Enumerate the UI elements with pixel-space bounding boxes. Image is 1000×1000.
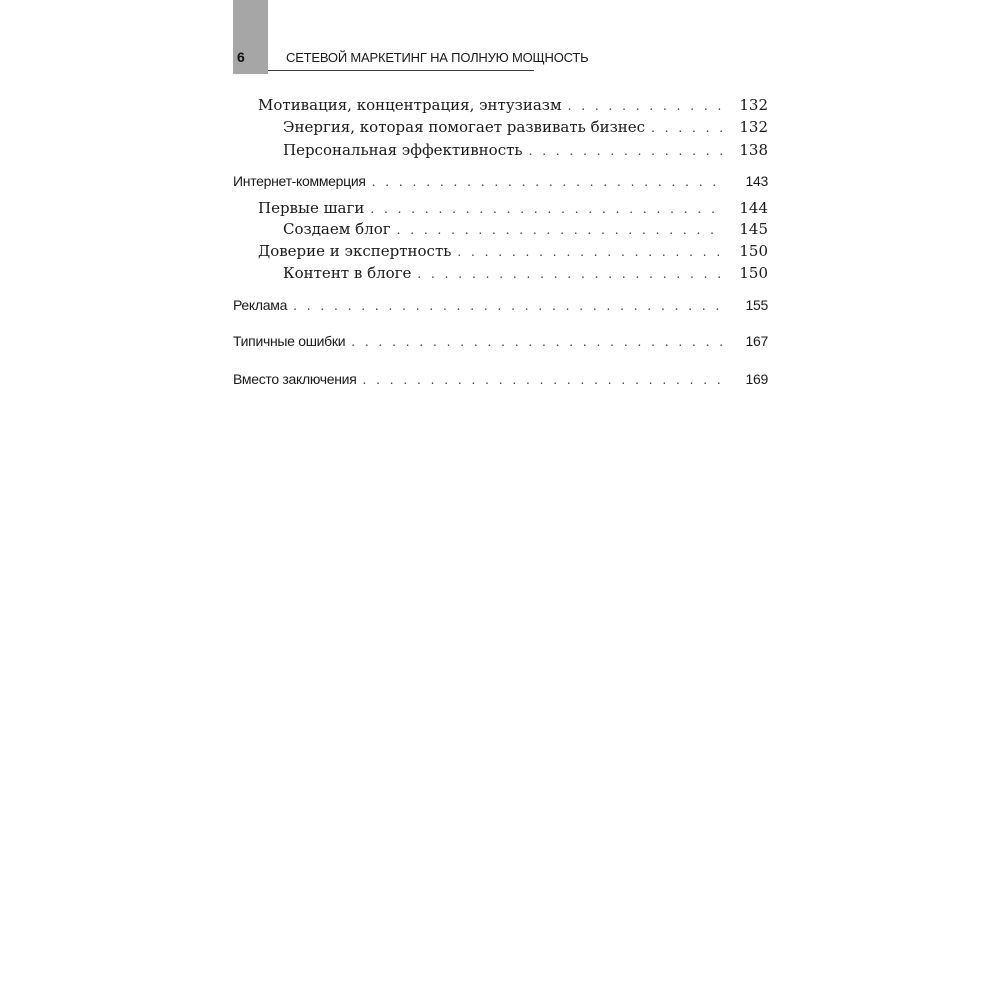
toc-chapter-page: 155 <box>745 297 768 313</box>
toc-entry <box>233 95 768 116</box>
toc-entry-title: Создаем блог <box>283 220 391 238</box>
toc-leader-dots <box>372 172 724 192</box>
toc-entry-title: Персональная эффективность <box>283 141 523 159</box>
toc-entry <box>233 241 768 262</box>
toc-entry-page: 138 <box>739 141 768 159</box>
toc-chapter-title: Реклама <box>233 297 288 313</box>
toc-leader-dots <box>457 242 724 262</box>
toc-entry-page: 144 <box>739 199 768 217</box>
toc-leader-dots <box>351 332 724 352</box>
header-rule <box>268 70 534 71</box>
toc-entry <box>233 140 768 161</box>
toc-leader-dots <box>370 199 724 219</box>
toc-entry-page: 150 <box>739 242 768 260</box>
toc-leader-dots <box>293 296 724 316</box>
toc-chapter <box>233 331 768 352</box>
toc-leader-dots <box>568 96 724 116</box>
toc-chapter-title: Типичные ошибки <box>233 333 346 349</box>
toc-chapter <box>233 295 768 316</box>
toc-entry-title: Энергия, которая помогает развивать бизнес <box>283 118 646 136</box>
toc-entry <box>233 263 768 284</box>
toc-entry-page: 132 <box>739 96 768 114</box>
toc-entry-page: 132 <box>739 118 768 136</box>
toc-leader-dots <box>397 220 724 240</box>
page-number: 6 <box>237 49 245 65</box>
toc-leader-dots <box>651 118 724 138</box>
toc-entry-page: 145 <box>739 220 768 238</box>
toc-entry-title: Первые шаги <box>258 199 365 217</box>
toc-leader-dots <box>417 264 724 284</box>
toc-entry <box>233 117 768 138</box>
running-title: СЕТЕВОЙ МАРКЕТИНГ НА ПОЛНУЮ МОЩНОСТЬ <box>286 50 589 65</box>
toc-chapter-title: Интернет-коммерция <box>233 173 366 189</box>
toc-leader-dots <box>529 141 724 161</box>
toc-chapter-page: 167 <box>745 333 768 349</box>
toc-entry-title: Мотивация, концентрация, энтузиазм <box>258 96 562 114</box>
toc-chapter-page: 143 <box>745 173 768 189</box>
toc-chapter-page: 169 <box>745 371 768 387</box>
toc-entry-title: Доверие и экспертность <box>258 242 452 260</box>
toc-entry <box>233 198 768 219</box>
toc-chapter-title: Вместо заключения <box>233 371 357 387</box>
toc-chapter <box>233 171 768 192</box>
toc-entry <box>233 219 768 240</box>
toc-leader-dots <box>362 370 724 390</box>
toc-entry-title: Контент в блоге <box>283 264 412 282</box>
toc-chapter <box>233 369 768 390</box>
toc-entry-page: 150 <box>739 264 768 282</box>
